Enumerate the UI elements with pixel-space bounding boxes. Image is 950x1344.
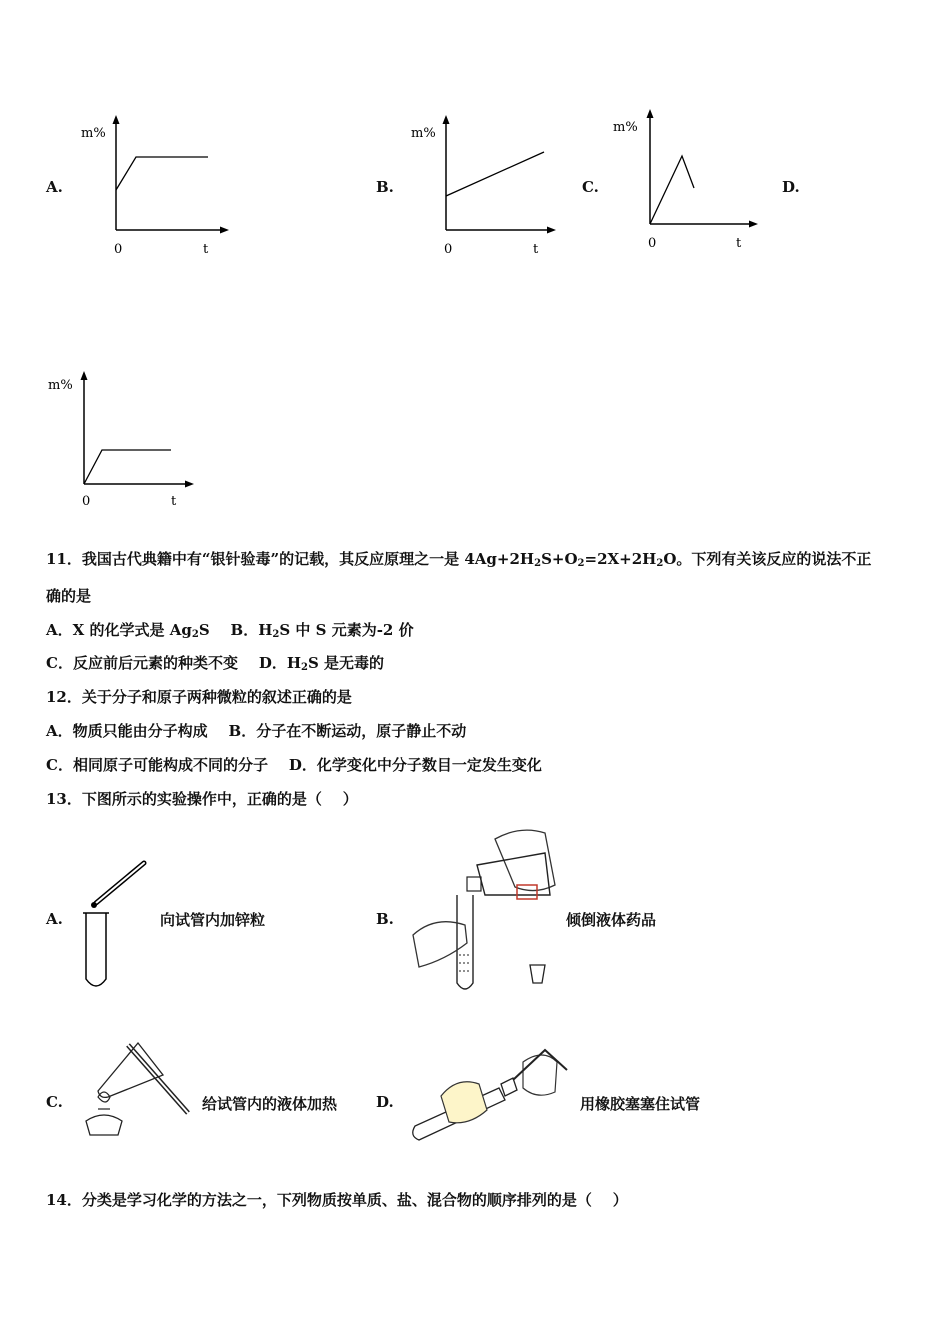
holding-hand-icon	[413, 922, 467, 967]
q11-stem-line2: 确的是	[46, 587, 92, 605]
x-axis-label: t	[533, 242, 539, 257]
stopper-icon	[530, 965, 545, 983]
x-axis-arrow	[220, 227, 229, 234]
curve-d	[84, 450, 171, 484]
y-axis-arrow	[443, 115, 450, 124]
q11-options-ab: A．X 的化学式是 $Ag_2S$ B．$H_2S$ 中 S 元素为-2 价	[46, 621, 414, 640]
q13-option-b-caption: 倾倒液体药品	[566, 911, 657, 929]
curve-a	[116, 157, 208, 190]
x-axis-label: t	[203, 242, 209, 257]
q14-stem: 14．分类是学习化学的方法之一，下列物质按单质、盐、混合物的顺序排列的是（ ）	[46, 1191, 628, 1209]
q13-option-a-caption: 向试管内加锌粒	[160, 911, 266, 929]
x-axis-label: t	[171, 494, 177, 509]
test-tube-icon	[457, 895, 473, 989]
graph-a	[76, 112, 236, 262]
origin-label: 0	[648, 236, 657, 251]
q13-option-a-label: A.	[46, 910, 63, 928]
illustration-stopper-test-tube	[405, 1040, 575, 1150]
q12-options-cd: C．相同原子可能构成不同的分子 D．化学变化中分子数目一定发生变化	[46, 756, 542, 774]
y-axis-arrow	[647, 109, 654, 118]
q13-option-b-label: B.	[376, 910, 394, 928]
hand-icon	[441, 1082, 487, 1123]
illustration-pouring-liquid	[405, 825, 565, 995]
y-axis-label: m%	[81, 126, 106, 141]
x-axis-label: t	[736, 236, 742, 251]
other-hand-icon	[523, 1055, 557, 1095]
bottle-label-icon	[517, 885, 537, 899]
option-b-label: B.	[376, 178, 394, 196]
illustration-tweezers-test-tube	[78, 855, 158, 995]
test-tube-icon	[86, 913, 106, 986]
curve-c	[650, 156, 694, 224]
alcohol-lamp-icon	[86, 1115, 122, 1135]
zinc-pellet-icon	[91, 902, 97, 908]
q12-stem: 12．关于分子和原子两种微粒的叙述正确的是	[46, 688, 352, 706]
x-axis-arrow	[547, 227, 556, 234]
q13-option-c-caption: 给试管内的液体加热	[202, 1095, 338, 1113]
y-axis-label: m%	[613, 120, 638, 135]
y-axis-label: m%	[48, 378, 73, 393]
y-axis-label: m%	[411, 126, 436, 141]
q11-stem: 11．我国古代典籍中有“银针验毒”的记载，其反应原理之一是 $4Ag+2H_2S+O_2=2X+2H_2O$。下列有关该反应的说法不正	[46, 550, 872, 569]
y-axis-arrow	[81, 371, 88, 380]
q13-stem: 13．下图所示的实验操作中，正确的是（ ）	[46, 790, 358, 808]
q12-options-ab: A．物质只能由分子构成 B．分子在不断运动，原子静止不动	[46, 722, 467, 740]
rubber-stopper-icon	[501, 1078, 517, 1096]
y-axis-arrow	[113, 115, 120, 124]
graph-c	[610, 106, 770, 256]
graph-d	[44, 366, 204, 516]
q13-option-d-caption: 用橡胶塞塞住试管	[580, 1095, 701, 1113]
illustration-heating-test-tube	[78, 1035, 198, 1145]
x-axis-arrow	[185, 481, 194, 488]
x-axis-arrow	[749, 221, 758, 228]
curve-b	[446, 152, 544, 196]
origin-label: 0	[444, 242, 453, 257]
option-d-label: D.	[782, 178, 800, 196]
origin-label: 0	[114, 242, 123, 257]
q11-options-cd: C．反应前后元素的种类不变 D．$H_2S$ 是无毒的	[46, 654, 385, 673]
q13-option-c-label: C.	[46, 1093, 63, 1111]
option-a-label: A.	[46, 178, 63, 196]
reagent-bottle-icon	[477, 853, 550, 895]
glass-tube-icon	[513, 1050, 567, 1080]
option-c-label: C.	[582, 178, 599, 196]
origin-label: 0	[82, 494, 91, 509]
graph-b	[406, 112, 566, 262]
q13-option-d-label: D.	[376, 1093, 394, 1111]
